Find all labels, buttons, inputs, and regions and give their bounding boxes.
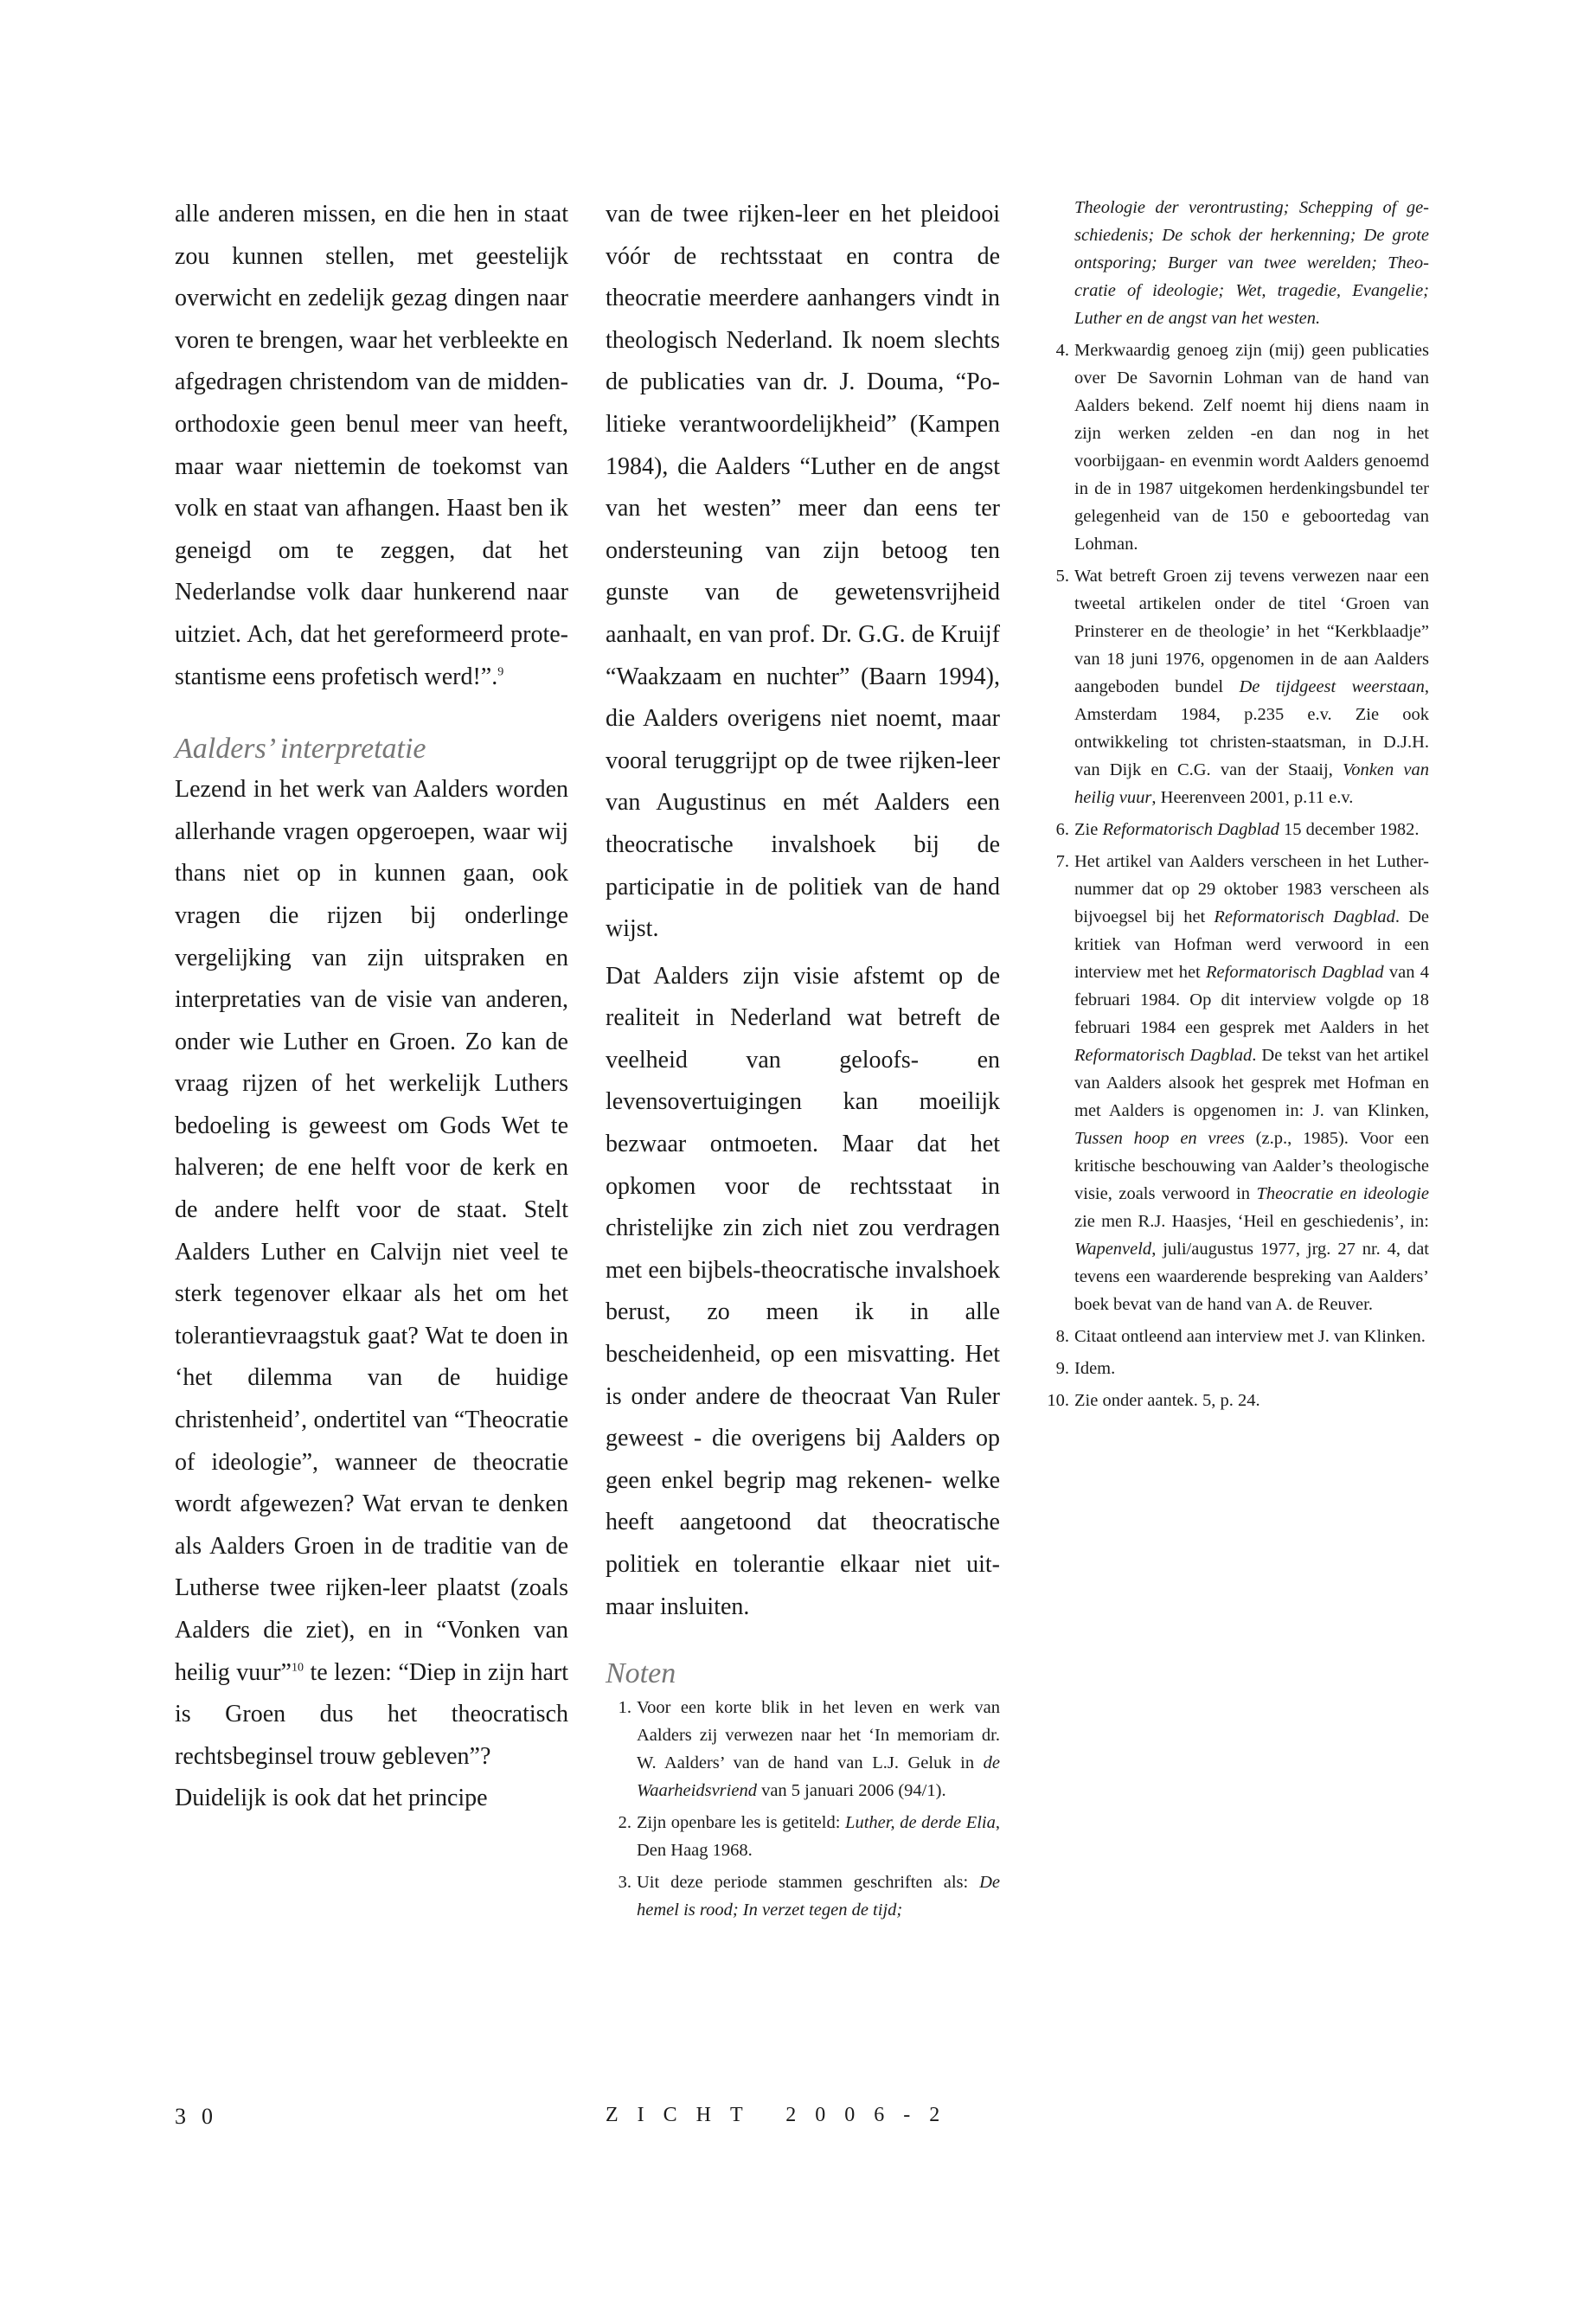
note-italic: Reformatorisch Dagblad — [1102, 820, 1279, 839]
note-item — [1043, 562, 1429, 811]
note-text: Uit deze periode stammen geschriften als: — [637, 1873, 980, 1893]
note-number: 5. — [1055, 567, 1069, 586]
note-item — [606, 1868, 1000, 1924]
note-text: , Amsterdam 1984, p.235 e.v. Zie ook ontwikkeling tot christen-staatsman, in D.J.H. van Dijk en C.G. van der Staaij, — [1074, 677, 1429, 779]
note-text: , Den Haag 1968. — [637, 1813, 1000, 1861]
note-continuation: Theologie der verontrusting; Schepping of geschiedenis; De schok der herkenning; De grote ontsporing; Burger van twee werelden; Theocratie of ideologie; Wet, tragedie, Evangelie; Luther en de angst van het westen. — [1074, 198, 1429, 328]
note-text: Citaat ontleend aan interview met J. van Klinken. — [1074, 1327, 1426, 1346]
note-italic: Tussen hoop en vrees — [1074, 1129, 1245, 1148]
notes-heading: Noten — [606, 1657, 676, 1690]
note-text: van 5 januari 2006 (94/1). — [756, 1781, 946, 1801]
note-italic: De tijdgeest weerstaan — [1239, 677, 1425, 696]
note-number: 6. — [1055, 820, 1069, 839]
note-text: van 4 februari 1984. Op dit interview volgde op 18 februari 1984 een gesprek met Aalders in het — [1074, 963, 1430, 1037]
column-left — [175, 194, 568, 1820]
note-text: Voor een korte blik in het leven en werk van Aalders zij verwezen naar het ‘In memoriam dr. W. Aalders’ van de hand van L.J. Geluk in — [637, 1698, 1000, 1773]
page-number: 30 — [175, 2104, 228, 2129]
note-item — [1043, 848, 1429, 1318]
column-middle — [606, 194, 1000, 1928]
note-italic: de Waarheidsvriend — [637, 1753, 1000, 1801]
note-number: 8. — [1055, 1327, 1069, 1346]
notes-list — [606, 1694, 1000, 1924]
note-item — [606, 1694, 1000, 1804]
note-text: Het artikel van Aalders verscheen in het Luther-nummer dat op 29 oktober 1983 verscheen als bijvoegsel bij het — [1074, 852, 1429, 926]
note-number: 4. — [1055, 341, 1069, 360]
note-text: zie men R.J. Haasjes, ‘Heil en geschiedenis’, in: — [1074, 1212, 1429, 1231]
note-text: Wat betreft Groen zij tevens verwezen naar een tweetal artikelen onder de titel ‘Groen van Prinsterer en de theologie’ in het “Kerkblaadje” van 18 juni 1976, opgenomen in de aan Aalders aangeboden bundel — [1074, 567, 1429, 696]
body-paragraph: van de twee rijken-leer en het pleidooi vóór de rechtsstaat en contra de theocratie meerdere aanhangers vindt in theologisch Nederland. Ik noem slechts de publicaties van dr. J. Douma, “Politieke verantwoordelijkheid” (Kampen 1984), die Aalders “Luther en de angst van het westen” meer dan eens ter ondersteuning van zijn betoog ten gunste van de gewetensvrijheid aanhaalt, en van prof. Dr. G.G. de Kruijf “Waakzaam en nuchter” (Baarn 1994), die Aalders overigens niet noemt, maar vooral teruggrijpt op de twee rijken-leer van Augustinus en mét Aalders een theocratische invalshoek bij de participatie in de politiek van de hand wijst. — [606, 201, 1000, 943]
footnote-ref[interactable]: 9 — [497, 665, 504, 679]
note-text: Idem. — [1074, 1359, 1116, 1378]
note-italic: Reformatorisch Dagblad — [1214, 907, 1395, 926]
note-item — [606, 1809, 1000, 1864]
note-text: Merkwaardig genoeg zijn (mij) geen publicaties over De Savornin Lohman van de hand van Aalders bekend. Zelf noemt hij diens naam in zijn werken zelden -en dan nog in het voorbijgaan- en evenmin wordt Aalders genoemd in de in 1987 uitgekomen herdenkingsbundel ter gelegenheid van de 150 e geboortedag van Lohman. — [1074, 341, 1429, 554]
note-text: . De kritiek van Hofman werd verwoord in een interview met het — [1074, 907, 1430, 982]
note-item — [1043, 1355, 1429, 1382]
note-text: , juli/augustus 1977, jrg. 27 nr. 4, dat tevens een waarderende bespreking van Aalders’ boek bevat van de hand van A. de Reuver. — [1074, 1240, 1429, 1314]
note-text: Zie onder aantek. 5, p. 24. — [1074, 1391, 1260, 1410]
journal-footer: ZICHT 2006-2 — [606, 2104, 959, 2126]
note-italic: Luther, de derde Elia — [845, 1813, 996, 1833]
note-number: 1. — [618, 1698, 631, 1718]
body-paragraph: Dat Aalders zijn visie afstemt op de realiteit in Nederland wat betreft de veelheid van geloofs- en levensovertuigingen kan moeilijk bezwaar ontmoeten. Maar dat het opkomen voor de rechtsstaat in christelijke zin zich niet zou verdragen met een bijbels-theocratische invalshoek berust, zo meen ik in alle bescheidenheid, op een misvatting. Het is onder andere de theocraat Van Ruler geweest - die overigens bij Aalders op geen enkel begrip mag rekenen- welke heeft aangetoond dat theocratische politiek en tolerantie elkaar niet uit- maar insluiten. — [606, 962, 1000, 1620]
notes-list — [1043, 336, 1429, 1414]
body-paragraph — [175, 194, 568, 698]
note-item — [1043, 816, 1429, 843]
column-right — [1043, 194, 1429, 1419]
body-paragraph: Duidelijk is ook dat het principe — [175, 1785, 488, 1812]
note-item — [1043, 1323, 1429, 1350]
note-number: 9. — [1055, 1359, 1069, 1378]
note-italic: Theocratie en ideologie — [1256, 1184, 1430, 1203]
body-paragraph — [175, 769, 568, 1778]
note-text: Zie — [1074, 820, 1103, 839]
body-text: Lezend in het werk van Aalders worden allerhande vragen opgeroepen, waar wij thans niet op in kunnen gaan, ook vragen die rijzen bij onderlinge vergelijking van zijn uitspraken en interpretaties van de visie van anderen, onder wie Luther en Groen. Zo kan de vraag rijzen of het werkelijk Luthers bedoeling is geweest om Gods Wet te halveren; de ene helft voor de kerk en de andere helft voor de staat. Stelt Aalders Luther en Calvijn niet veel te sterk tegenover elkaar als het om het tolerantievraagstuk gaat? Wat te doen in ‘het dilemma van de huidige christenheid’, ondertitel van “Theocratie of ideologie”, wanneer de theocratie wordt afgewezen? Wat ervan te denken als Aalders Groen in de traditie van de Lutherse twee rijken-leer plaatst (zoals Aalders die ziet), en in “Vonken van heilig vuur” — [175, 776, 568, 1686]
note-number: 2. — [618, 1813, 631, 1833]
note-text: 15 december 1982. — [1279, 820, 1420, 839]
body-text: alle anderen missen, en die hen in staat zou kunnen stellen, met geestelijk overwicht en zedelijk gezag dingen naar voren te brengen, waar het verbleekte en afgedragen christendom van de midden-orthodoxie geen benul meer van heeft, maar waar niettemin de toekomst van volk en staat van afhangen. Haast ben ik geneigd om te zeggen, dat het Nederlandse volk daar hunkerend naar uitziet. Ach, dat het gereformeerd protestantisme eens profetisch werd!”. — [175, 201, 568, 690]
note-number: 3. — [618, 1873, 631, 1893]
note-number: 7. — [1055, 852, 1069, 871]
note-italic: Vonken van heilig vuur — [1074, 760, 1429, 807]
note-italic: Reformatorisch Dagblad — [1206, 963, 1384, 982]
note-italic: De hemel is rood; In verzet tegen de tijd; — [637, 1873, 1000, 1920]
note-text: . De tekst van het artikel van Aalders alsook het gesprek met Hofman en met Aalders is opgenomen in: J. van Klinken, — [1074, 1046, 1429, 1120]
note-item — [1043, 1387, 1429, 1414]
section-heading: Aalders’ interpretatie — [175, 733, 426, 766]
note-italic: Wapenveld — [1074, 1240, 1152, 1259]
body-text: te lezen: “Diep in zijn hart is Groen dus het theocratisch rechtsbeginsel trouw gebleven”? — [175, 1658, 568, 1770]
footnote-ref[interactable]: 10 — [291, 1661, 304, 1675]
note-item — [1043, 336, 1429, 558]
note-text: (z.p., 1985). Voor een kritische beschouwing van Aalder’s theologische visie, zoals verwoord in — [1074, 1129, 1429, 1203]
note-number: 10. — [1047, 1391, 1069, 1410]
note-italic: Reformatorisch Dagblad — [1074, 1046, 1253, 1065]
note-text: , Heerenveen 2001, p.11 e.v. — [1151, 788, 1354, 807]
note-text: Zijn openbare les is getiteld: — [637, 1813, 846, 1833]
